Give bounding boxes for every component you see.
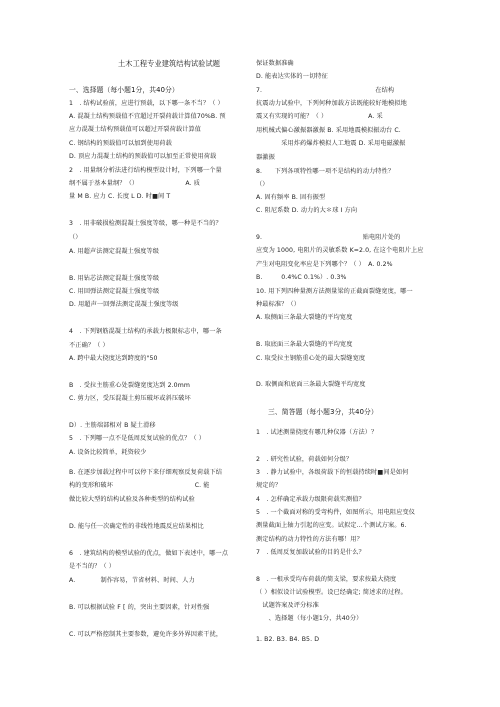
question-line: 7. 在结构 <box>256 87 395 94</box>
option-line: A. 固有频率 B. 固有振型 <box>256 194 326 201</box>
option-line: A. 制作容易，节省材料、时间、人力 <box>69 577 195 584</box>
answer-heading: 试题答案及评分标准 <box>256 602 319 609</box>
option-line: A. 用超声法测定混凝土强度等级 <box>69 248 160 255</box>
option-line: B. 在逐步加载过程中可以停下来仔细观察反复荷载下结 <box>69 469 223 476</box>
option-line: D. 取侧面和底面三条最大裂缝平均宽度 <box>256 381 366 388</box>
question-line: 1 . 结构试验前，应进行预载，以下哪一条不当？（ ） <box>69 100 224 107</box>
question-line: （ ）相似设计试验模型。设已经确定; 简述求的过程。 <box>256 589 407 596</box>
option-line: 量 M B. 应力 C. 长度 L D. 时■间 T <box>69 193 171 200</box>
question-line: 4 . 下列钢筋混凝土结构的承载力极限标志中，哪一条 <box>69 328 222 335</box>
question-line: 纲不属于基本量纲？（） A. 质 <box>69 180 201 187</box>
question-line: 2 . 研究性试验，荷载如何分级？ <box>256 456 353 463</box>
option-line: 构的变形和破坏 C. 能 <box>69 482 210 489</box>
option-line: C. 剪力区，受压混凝土剪压破坏或斜压破坏 <box>69 395 191 402</box>
question-line: 8 . 一根承受均布荷载的简支梁，要求按最大挠度 <box>256 576 397 583</box>
option-line: D）. 主筋端部相对 B 疑土滑移 <box>69 422 156 429</box>
question-line: 应变为 1000, 电阻片的灵敏系数 K=2.0, 在这个电阻片上应 <box>256 247 424 254</box>
question-line: 产生对电阻变化率应是下列哪个？（ ） A. 0.2% <box>256 261 393 268</box>
question-line: 8. 下列各项特性哪一项不是结构的动力特性？ <box>256 168 395 175</box>
section-heading: 三、简答题（每小题3分，共40分） <box>268 408 378 416</box>
answer-section-heading: 、选择题（每小题1分，共40分） <box>256 615 363 622</box>
question-line: （） <box>69 234 82 241</box>
option-line: A. 跨中最大挠度达到跨度的"50 <box>69 355 158 362</box>
question-line: 4 . 怎样确定承载力级限荷载实测值？ <box>256 496 365 503</box>
question-line: 测量截面上轴力引起的应变。试拟定...个测试方案。6. <box>256 522 407 529</box>
question-line: 是不当的？（ ） <box>69 563 116 570</box>
answer-line: 1. B2. B3. B4. B5. D <box>256 636 320 643</box>
question-line: 3 . 静力试验中，各级荷载下的恒载持续时■间是如何 <box>256 469 409 476</box>
option-line: D. 能表达实体的一切特征 <box>256 73 328 80</box>
question-line: 震又有实现的可能？（ ） A. 采 <box>256 113 383 120</box>
option-line: 应力混凝土结构预载值可以超过开裂荷载计算值 <box>69 126 202 133</box>
option-line: 用机械式偏心激振器激振 B. 采用地震模拟振动台 C. <box>256 127 401 134</box>
option-line: B . 受拉主筋重心处裂缝宽度达到 2.0mm <box>69 382 190 389</box>
option-line: C. 阻尼系数 D. 动力的大＊球 I 方向 <box>256 207 358 214</box>
question-line: （） <box>256 181 269 188</box>
option-line: B. 0.4%C 0.1%）. 0.3% <box>256 274 347 281</box>
option-line: 采用炸药爆炸模拟人工地震 D. 采用电磁激振 <box>256 140 406 147</box>
option-line: B. 用钻芯法测定混凝土强度等级 <box>69 275 160 282</box>
option-line: C. 用回弹法测定混凝土强度等级 <box>69 288 160 295</box>
question-line: 种最标准？（） <box>256 301 301 308</box>
question-line: 6 . 建筑结构的模型试验的优点，做如下表述中，哪一点 <box>69 550 229 557</box>
option-line: A. 混凝土结构预载值不宜超过开裂荷载计算值70%B. 预 <box>69 113 226 120</box>
question-line: 7 . 低周反复加载试验的目的是什么？ <box>256 549 365 556</box>
section-heading: 一、选择题（每小题1分，共40分） <box>69 86 179 94</box>
option-line: B. 可以根据试验 F [ 的，突出主要因素，针对性强 <box>69 604 210 611</box>
question-line: 5 . 一个截面对称的受弯构件，如图所示，用电阻应变仪 <box>256 509 416 516</box>
option-line: 做比较大型的结构试验及各种类型的结构试验 <box>69 496 195 503</box>
question-line: 9. 贴电阻片处的 <box>256 234 401 241</box>
option-line: D. 能与任一次确定性的非线性地震反应结果相比 <box>69 523 204 530</box>
option-line: A. 设备比较简单，耗资较少 <box>69 449 147 456</box>
document-title: 土木工程专业建筑结构试验试题 <box>118 59 221 68</box>
option-line: D. 用超声一回弹法测定混凝土强度等级 <box>69 301 179 308</box>
option-line: C. 钢结构的预载值可以加到使用荷载 <box>69 140 172 147</box>
question-line: 规定的？ <box>256 482 282 489</box>
question-line: 2 . 用量纲分析法进行结构模型设计时，下列哪一个量 <box>69 167 222 174</box>
question-line: 10. 用下列四种量测方法测量梁的正截面裂缝宽度，哪一 <box>256 288 413 295</box>
question-line: 3 . 用非破损检测混凝土强度等级，哪一种是不当的？ <box>69 220 222 227</box>
option-line: C. 可以严格控制其主要参数，避免许多外界因素干扰， <box>69 631 223 638</box>
option-line: 器激振 <box>256 154 275 161</box>
question-line: 不正确？（ ） <box>69 342 109 349</box>
question-line: 1 . 试述测量挠度有哪几种仪器（方法）？ <box>256 429 378 436</box>
question-line: 抗震动力试验中，下列何种加载方法既能较好地模拟地 <box>256 100 407 107</box>
question-line: 测定结构的动力特性的方法有哪！用？ <box>256 536 363 543</box>
option-line: D. 顶应力混凝土结构的预载值可以加至正常使用荷载 <box>69 153 217 160</box>
option-line: 保证数据准确 <box>256 60 294 67</box>
question-line: 5 . 下列哪一点不是低周反复试验的优点？（ ） <box>69 435 205 442</box>
option-line: B. 取底面三条最大裂缝的平均宽度 <box>256 341 353 348</box>
option-line: C. 取受拉主钢筋重心处的最大裂缝宽度 <box>256 355 366 362</box>
option-line: A. 取侧面三条最大裂缝的平均宽度 <box>256 314 353 321</box>
